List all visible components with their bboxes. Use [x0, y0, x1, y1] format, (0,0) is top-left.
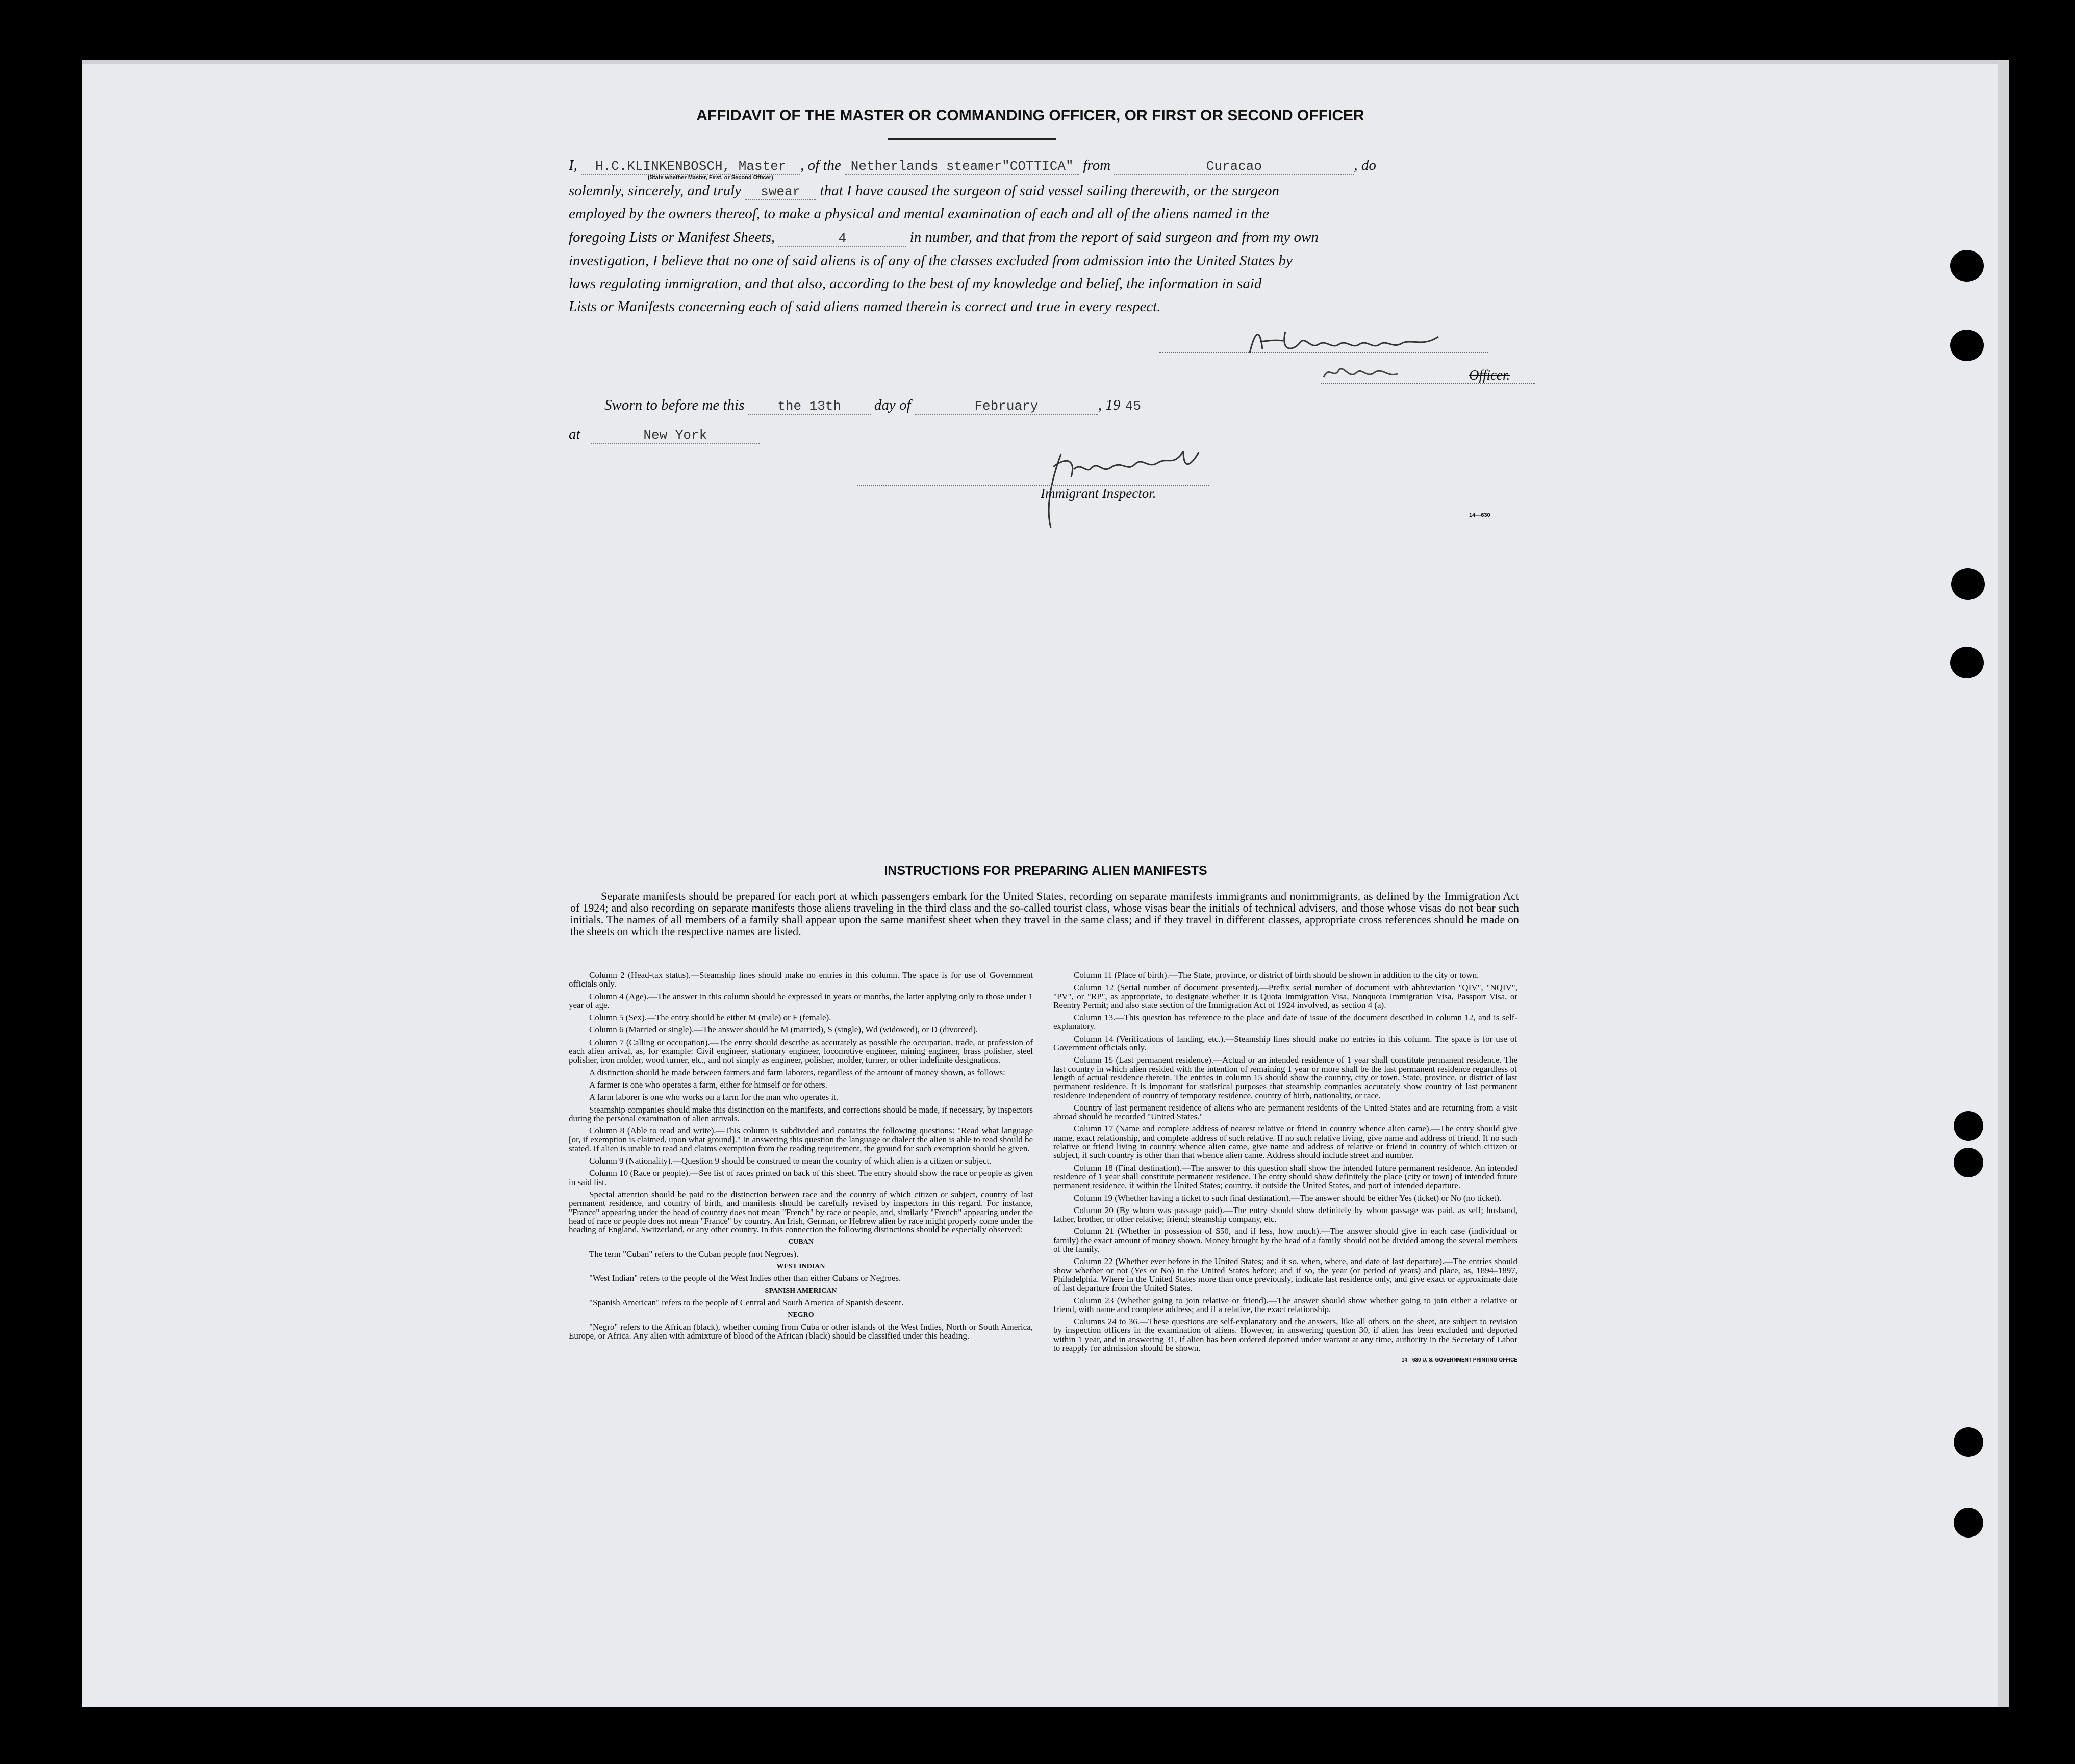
instruction-paragraph: Column 11 (Place of birth).—The State, province, or district of birth should be shown in addition to the city or town. [1074, 970, 1479, 980]
instruction-paragraph: Column 14 (Verifications of landing, etc.).—Steamship lines should make no entries in this column. The space is for use of Government officials only. [1053, 1034, 1517, 1053]
oath-text-4b: in number, and that from the report of said surgeon and from my own [909, 229, 1319, 245]
inspector-label: Immigrant Inspector. [1041, 486, 1156, 501]
inspector-signature-line [857, 485, 1209, 486]
page-edge [82, 60, 1998, 64]
officer-name-field: H.C.KLINKENBOSCH, Master [581, 159, 800, 175]
oath-of-the: , of the [800, 157, 841, 173]
sworn-text: Sworn to before me this [604, 397, 745, 413]
sworn-month-field: February [915, 398, 1098, 415]
instruction-paragraph: Column 8 (Able to read and write).—This column is subdivided and contains the following questions: "Read what language [or, if exemption is claimed, upon what ground]." In answering this question the language or dialect the alien is able to read should be stated. If alien is unable to read and claims exemption from the reading requirement, the ground for such exemption should be given. [569, 1126, 1033, 1153]
instruction-paragraph: A farm laborer is one who works on a farm for the man who operates it. [589, 1092, 839, 1102]
sworn-year-field: 45 [1125, 398, 1141, 414]
title-rule [888, 138, 1056, 140]
instruction-paragraph: Column 19 (Whether having a ticket to such final destination).—The answer should be either Yes (ticket) or No (no ticket). [1074, 1193, 1502, 1203]
sworn-place-field: New York [591, 427, 760, 444]
master-signature [1245, 321, 1459, 362]
instruction-paragraph: Column 5 (Sex).—The entry should be either M (male) or F (female). [589, 1013, 831, 1023]
oath-line-3: employed by the owners thereof, to make a physical and mental examination of each and all of the aliens named in the [569, 206, 1269, 222]
instruction-paragraph: Column 6 (Married or single).—The answer should be M (married), S (single), Wd (widowed), or D (divorced). [589, 1025, 978, 1035]
officer-label-text: Officer. [1469, 367, 1510, 383]
at-line [569, 426, 1538, 444]
instructions-right-column [1053, 971, 1517, 1365]
instruction-paragraph: Column 21 (Whether in possession of $50, and if less, how much).—The answer should give in each case (individual or family) the exact amount of money shown. Money brought by the head of a family should not be divided among the several members of the family. [1053, 1226, 1517, 1254]
punch-hole-6 [1954, 1148, 1983, 1177]
oath-line-2 [569, 183, 1538, 200]
heading-negro: NEGRO [788, 1311, 814, 1319]
port-from-field: Curacao [1114, 159, 1354, 175]
oath-line-1 [569, 157, 1538, 175]
instruction-paragraph: Column 13.—This question has reference to the place and date of issue of the document described in column 12, and is self-explanatory. [1053, 1013, 1517, 1031]
sheet-count-field: 4 [778, 231, 906, 247]
oath-word-field: swear [745, 184, 816, 200]
punch-hole-7 [1954, 1427, 1983, 1457]
instruction-paragraph: Column 9 (Nationality).—Question 9 should be construed to mean the country of which alien is a citizen or subject. [589, 1156, 992, 1166]
cuban-definition: The term "Cuban" refers to the Cuban people (not Negroes). [589, 1249, 799, 1259]
master-rank-handwriting [1321, 360, 1413, 385]
instruction-paragraph: Column 7 (Calling or occupation).—The entry should describe as accurately as possible the occupation, trade, or profession of each alien arrival, as, for example: Civil engineer, stationary engineer, locomotive engineer, mining engineer, brass polisher, steel polisher, iron molder, wood turner, etc., and not simply as engineer, polisher, molder, turner, or other indefinite designations. [569, 1037, 1033, 1065]
affidavit-title: AFFIDAVIT OF THE MASTER OR COMMANDING OFFICER, OR FIRST OR SECOND OFFICER [696, 107, 1364, 124]
oath-i: I, [569, 157, 577, 173]
instruction-paragraph: Column 10 (Race or people).—See list of races printed on back of this sheet. The entry should show the race or people as given in said list. [569, 1168, 1033, 1187]
heading-cuban: CUBAN [788, 1238, 814, 1246]
instruction-paragraph: Steamship companies should make this distinction on the manifests, and corrections should be made, if necessary, by inspectors during the personal examination of alien arrivals. [569, 1104, 1033, 1123]
instruction-paragraph: Column 12 (Serial number of document presented).—Prefix serial number of document with abbreviation "QIV", "NQIV", "PV", or "RP", as appropriate, to designate whether it is Quota Immigration Visa, Nonquota Immigration Visa, Passport Visa, or Reentry Permit; and also state section of the Immigration Act of 1924 involved, as section 4 (a). [1053, 982, 1517, 1010]
sworn-line [604, 397, 1574, 415]
instructions-title: INSTRUCTIONS FOR PREPARING ALIEN MANIFESTS [884, 864, 1207, 878]
instruction-paragraph: Columns 24 to 36.—These questions are self-explanatory and the answers, like all others on the sheet, are subject to revision by inspection officers in the examination of aliens. However, in answering question 30, if alien has been excluded and deported within 1 year, and in answering 31, if alien has been ordered deported under warrant at any time, authority in the Secretary of Labor to reapply for admission should be shown. [1053, 1317, 1517, 1353]
instruction-paragraph: Column 17 (Name and complete address of nearest relative or friend in country whence alien came).—The entry should give name, exact relationship, and complete address of such relative. If no such relative living, give name and address of friend. If no such relative or friend living in country whence alien came, give name and address of relative or friend in country of which citizen or subject, if such country is other than that whence alien came. Address should include street and number. [1053, 1124, 1517, 1161]
oath-text-4a: foregoing Lists or Manifest Sheets, [569, 229, 775, 245]
negro-definition: "Negro" refers to the African (black), whether coming from Cuba or other islands of the West Indies, North or South America, Europe, or Africa. Any alien with admixture of blood of the African (black) should be classified under this heading. [569, 1322, 1033, 1341]
instruction-paragraph: Column 18 (Final destination).—The answer to this question shall show the intended future permanent residence. An intended residence of 1 year shall constitute permanent residence. The entry should show definitely the place (city or town) of intended future permanent residence, if within the United States; country, if outside the United States, and port of intended departure. [1053, 1163, 1517, 1191]
instructions-left-column [569, 971, 1033, 1344]
officer-label [1469, 367, 1510, 383]
punch-hole-3 [1951, 568, 1985, 600]
instruction-paragraph: Special attention should be paid to the distinction between race and the country of which citizen or subject, country of last permanent residence, and country of birth, and manifests should be carefully revised by inspectors in this regard. For instance, "France" appearing under the head of country does not mean "French" by race or people, and, similarly "French" appearing under the head of race or people does not mean "France" by country. An Irish, German, or Hebrew alien by race might properly come under the heading of England, Switzerland, or any other country. In this connection the following distinctions should be especially observed: [569, 1189, 1033, 1235]
heading-spanish-american: SPANISH AMERICAN [765, 1287, 837, 1295]
oath-line-5: investigation, I believe that no one of said aliens is of any of the classes excluded from admission into the United States by [569, 253, 1293, 269]
oath-do: , do [1354, 157, 1376, 173]
punch-hole-8 [1954, 1508, 1983, 1538]
instructions-intro: Separate manifests should be prepared for each port at which passengers embark for the United States, recording on separate manifests immigrants and nonimmigrants, as defined by the Immigration Act of 1924; and also recording on separate manifests those aliens traveling in the third class and the so-called tourist class, whose visas bear the initials of technical advisers, and those whose visas do not bear such initials. The names of all members of a family shall appear upon the same manifest sheet when they travel in the same class; and if they travel in different classes, appropriate cross references should be made on the sheets on which the respective names are listed. [570, 890, 1519, 938]
sworn-year-prefix: , 19 [1098, 397, 1121, 413]
sworn-day-of: day of [874, 397, 911, 413]
instruction-paragraph: A farmer is one who operates a farm, either for himself or for others. [589, 1079, 827, 1090]
instruction-paragraph: Column 2 (Head-tax status).—Steamship lines should make no entries in this column. The space is for use of Government officials only. [569, 970, 1033, 989]
oath-line-7: Lists or Manifests concerning each of said aliens named therein is correct and true in every respect. [569, 298, 1161, 315]
oath-line-6: laws regulating immigration, and that also, according to the best of my knowledge and belief, the information in said [569, 275, 1262, 292]
oath-text-2b: that I have caused the surgeon of said vessel sailing therewith, or the surgeon [820, 183, 1280, 199]
printing-office-footer: 14—630 U. S. GOVERNMENT PRINTING OFFICE [1401, 1357, 1517, 1364]
punch-hole-2 [1950, 330, 1984, 361]
oath-line-4 [569, 229, 1538, 247]
sworn-day-field: the 13th [748, 398, 871, 415]
at-label: at [569, 426, 580, 442]
instruction-paragraph: Country of last permanent residence of aliens who are permanent residents of the United States and are returning from a visit abroad should be recorded "United States." [1053, 1102, 1517, 1122]
punch-hole-4 [1950, 647, 1984, 678]
oath-text-2a: solemnly, sincerely, and truly [569, 183, 742, 199]
heading-west-indian: WEST INDIAN [776, 1263, 825, 1271]
instruction-paragraph: Column 22 (Whether ever before in the United States; and if so, when, where, and date of last departure).—The entries should show whether or not (Yes or No) in the United States before; and if so, the year (or period of years) and place, as, 1894–1897, Philadelphia. Where in the United States more than once previously, indicate last residence only, and give exact or approximate date of last departure from the United States. [1053, 1256, 1517, 1293]
oath-from: from [1083, 157, 1111, 173]
officer-rank-line [1321, 383, 1535, 384]
instruction-paragraph: Column 15 (Last permanent residence).—Actual or an intended residence of 1 year shall constitute permanent residence. The last country in which alien resided with the intention of remaining 1 year or more shall be the last permanent residence regardless of length of actual residence therein. The entries in column 15 should show the country, city or town, State, province, or district of last permanent residence. It is important for statistical purposes that steamship companies accurately show country of last permanent residence independent of country of temporary residence, country of birth, nationality, or race. [1053, 1055, 1517, 1100]
instruction-paragraph: A distinction should be made between farmers and farm laborers, regardless of the amount of money shown, as follows: [589, 1067, 1005, 1077]
instruction-paragraph: Column 4 (Age).—The answer in this column should be expressed in years or months, the latter applying only to those under 1 year of age. [569, 991, 1033, 1010]
spanish-american-definition: "Spanish American" refers to the people of Central and South America of Spanish descent. [589, 1297, 904, 1307]
instruction-paragraph: Column 23 (Whether going to join relative or friend).—The answer should show whether going to join either a relative or friend, with name and complete address; and if a relative, the exact relationship. [1053, 1295, 1517, 1314]
officer-rank-note: (State whether Master, First, or Second Officer) [648, 174, 773, 181]
punch-hole-1 [1950, 250, 1984, 282]
instruction-paragraph: Column 20 (By whom was passage paid).—The entry should show definitely by whom passage was paid, as self; husband, father, brother, or other relative; friend; steamship company, etc. [1053, 1205, 1517, 1224]
affidavit-form-number: 14—630 [1469, 512, 1490, 518]
west-indian-definition: "West Indian" refers to the people of the West Indies other than either Cubans or Negroes. [589, 1273, 901, 1283]
vessel-name-field: Netherlands steamer"COTTICA" [845, 159, 1079, 175]
punch-hole-5 [1954, 1111, 1983, 1141]
